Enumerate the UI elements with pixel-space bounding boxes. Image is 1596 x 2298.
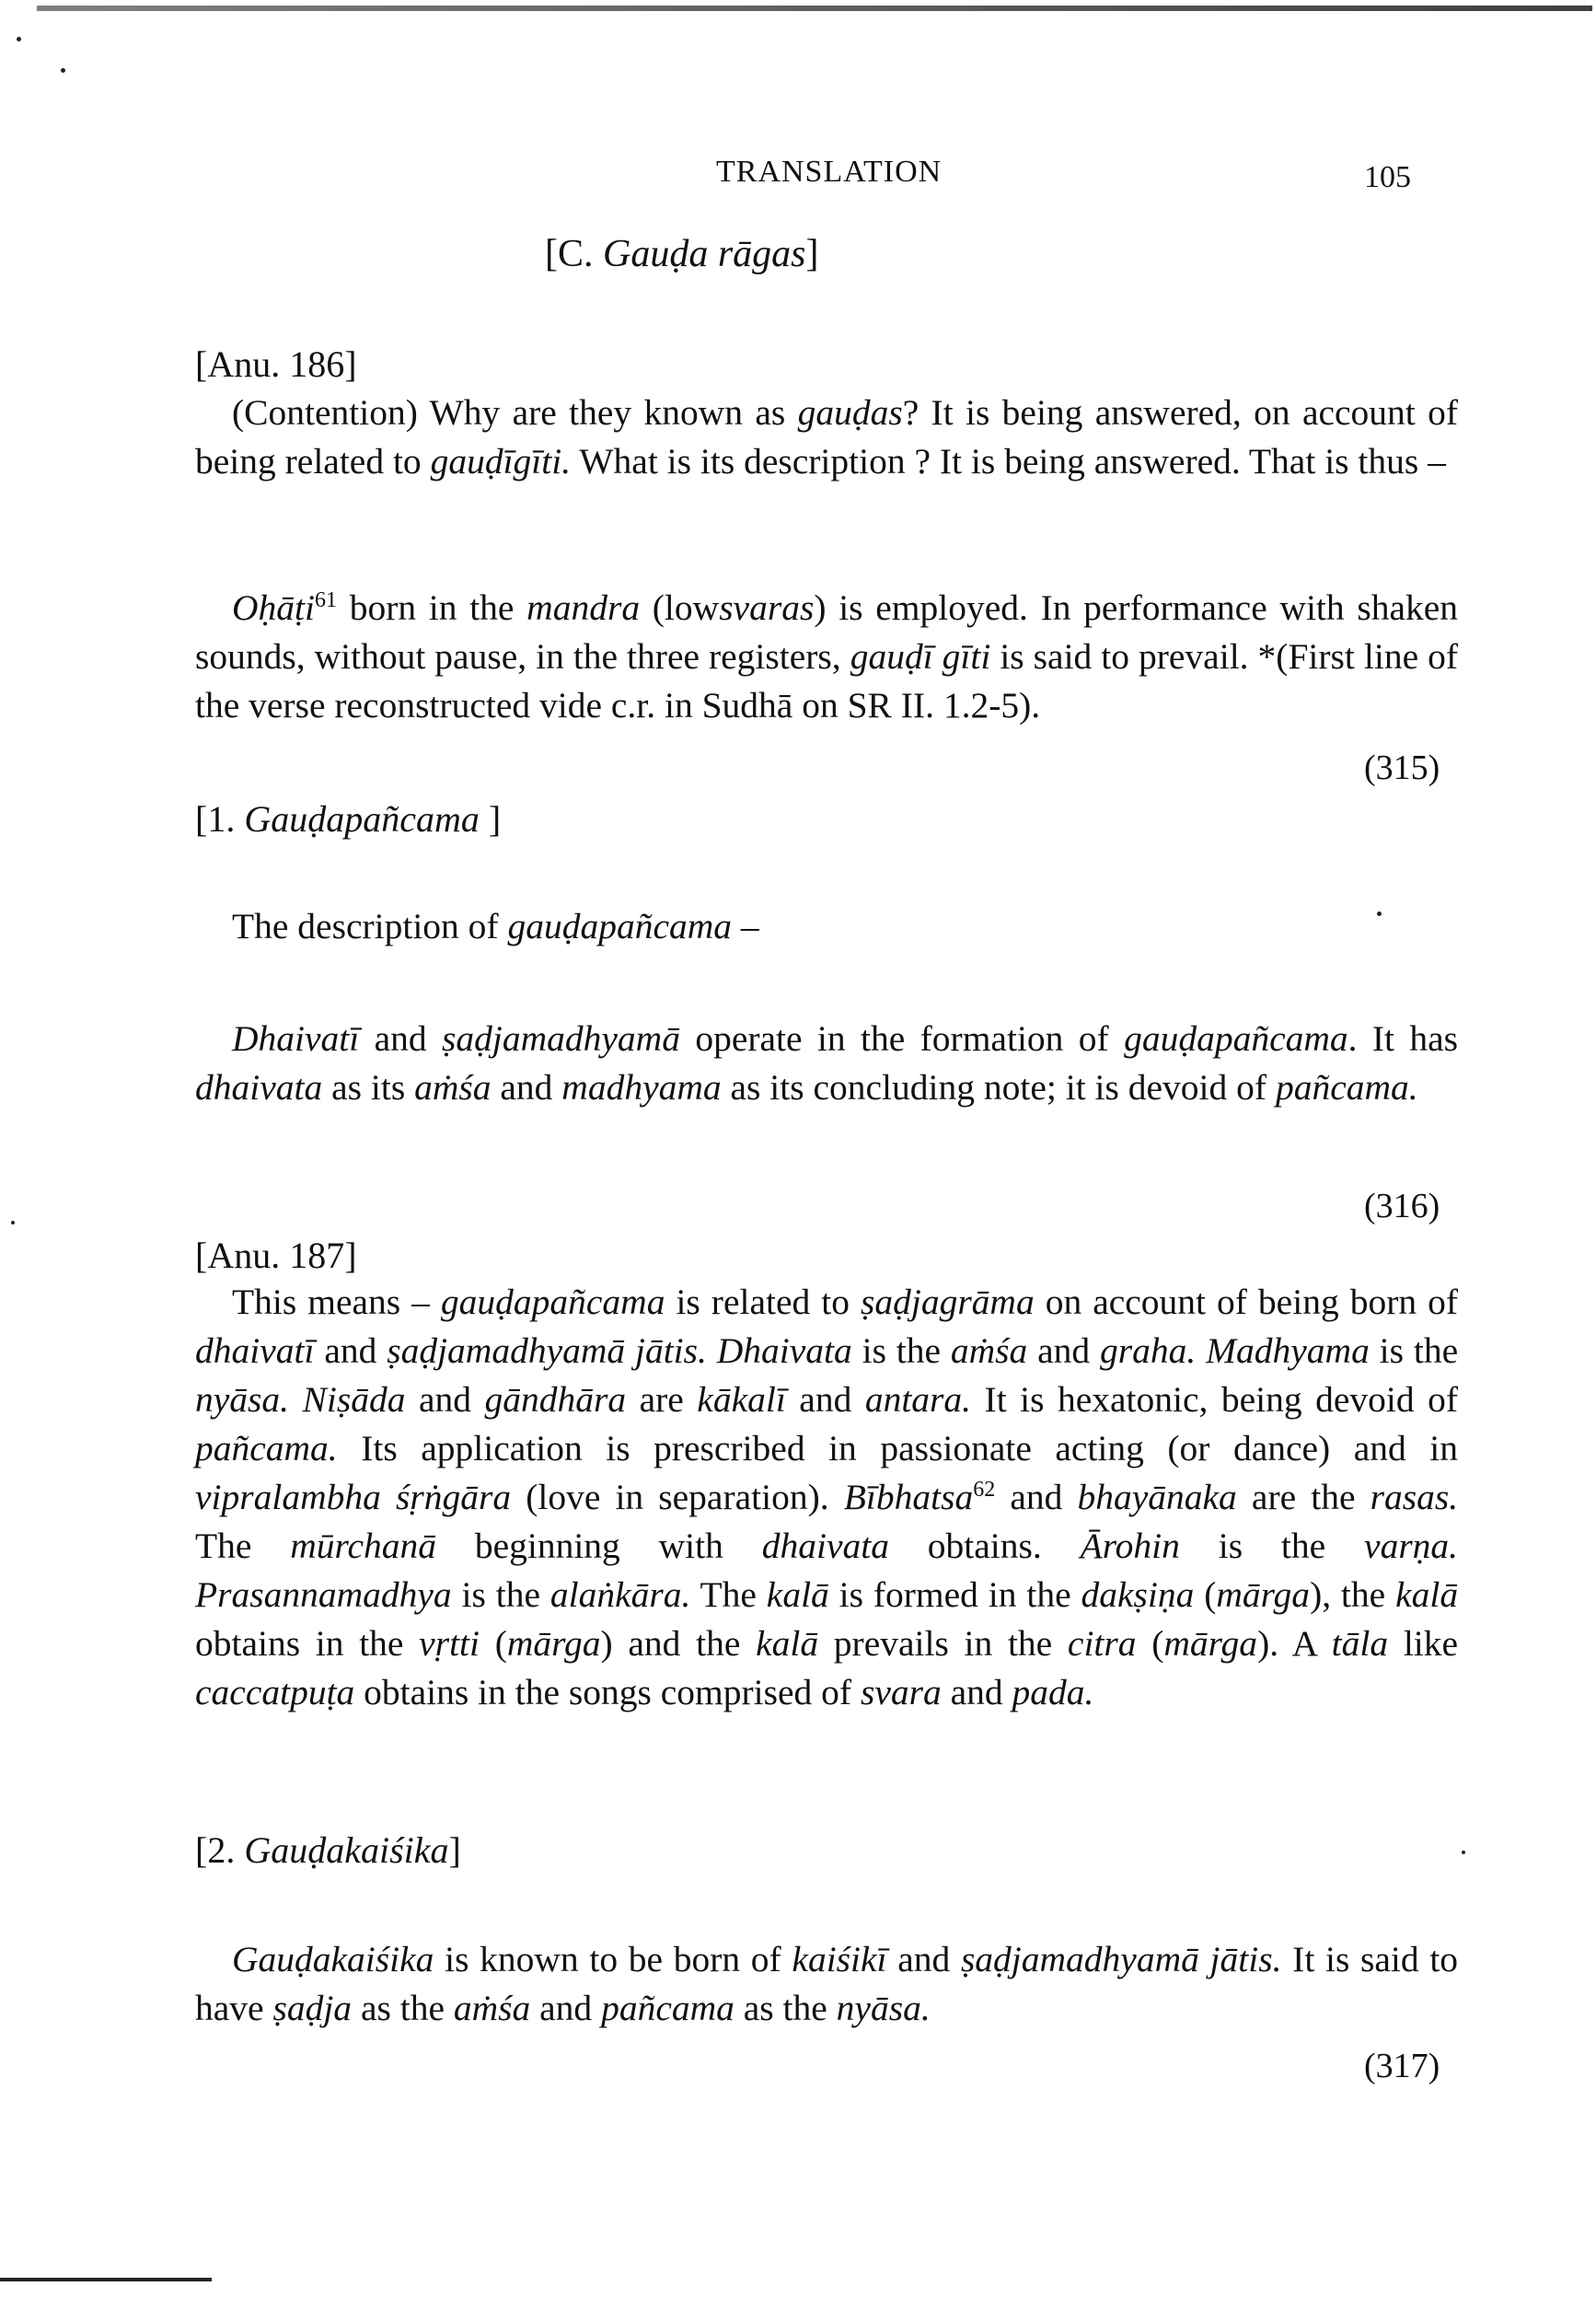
anu-186-paragraph: (Contention) Why are they known as gauḍas? It is being answered, on account of being related to gauḍīgīti. What is its description ? It is being answered. That is thus – bbox=[195, 392, 1458, 482]
verse-315: Oḥāṭi$^{61}$ born in the mandra (lowsvaras) is employed. In performance with shaken sounds, without pause, in the three registers, gauḍī gīti is said to prevail. *(First line of the verse reconstructed vide c.r. in Sudhā on SR II. 1.2-5). bbox=[195, 587, 1459, 725]
verse-number-316: (316) bbox=[1364, 1187, 1440, 1225]
verse-317: Gauḍakaiśika is known to be born of kaiśikī and ṣaḍjamadhyamā jātis. It is said to have ṣaḍja as the aṁśa and pañcama as the nyāsa. bbox=[195, 1939, 1459, 2028]
verse-number-317: (317) bbox=[1364, 2047, 1440, 2085]
footnote-ref: 62 bbox=[973, 1477, 996, 1502]
verse-number-315: (315) bbox=[1364, 749, 1440, 787]
anu-187-label: [Anu. 187] bbox=[195, 1235, 357, 1276]
scan-speck bbox=[11, 1221, 15, 1224]
subsection-heading-1: [1. Gauḍapañcama ] bbox=[195, 798, 502, 840]
verse-316: Dhaivatī and ṣaḍjamadhyamā operate in the formation of gauḍapañcama. It has dhaivata as its aṁśa and madhyama as its concluding note; it is devoid of pañcama. bbox=[195, 1018, 1459, 1108]
anu-187-paragraph: This means – gauḍapañcama is related to ṣaḍjagrāma on account of being born of dhaivatī and ṣaḍjamadhyamā jātis. Dhaivata is the aṁśa and graha. Madhyama is the nyāsa. Niṣāda and gāndhāra are kākalī and antara. It is hexatonic, being devoid of pañcama. Its application is prescribed in passionate acting (or dance) and in vipralambha śṛṅgāra (love in separation). Bībhatsa$^{62}$ and bhayānaka are the rasas. The mūrchanā beginning with dhaivata obtains. Ārohin is the varṇa. Prasannamadhya is the alaṅkāra. The kalā is formed in the dakṣiṇa (mārga), the kalā obtains in the vṛtti (mārga) and the kalā prevails in the citra (mārga). A tāla like caccatpuṭa obtains in the songs comprised of svara and pada. bbox=[195, 1282, 1459, 1712]
scan-speck bbox=[17, 37, 21, 41]
description-gaudapancama: The description of gauḍapañcama – bbox=[232, 906, 759, 946]
scan-speck bbox=[61, 68, 65, 73]
scan-edge-bottom bbox=[0, 2278, 212, 2281]
reconstruction-note: *(First line of the verse reconstructed vide c.r. in Sudhā on SR II. 1.2-5). bbox=[195, 636, 1459, 725]
footnote-ref: 61 bbox=[314, 587, 337, 612]
anu-186-label: [Anu. 186] bbox=[195, 343, 357, 385]
page-number: 105 bbox=[1364, 160, 1411, 194]
scan-edge-top bbox=[37, 6, 1592, 11]
subsection-heading-2: [2. Gauḍakaiśika] bbox=[195, 1829, 461, 1871]
running-header: TRANSLATION bbox=[716, 155, 943, 189]
scan-speck bbox=[1462, 1851, 1465, 1854]
section-heading: [C. Gauḍa rāgas] bbox=[545, 233, 819, 275]
